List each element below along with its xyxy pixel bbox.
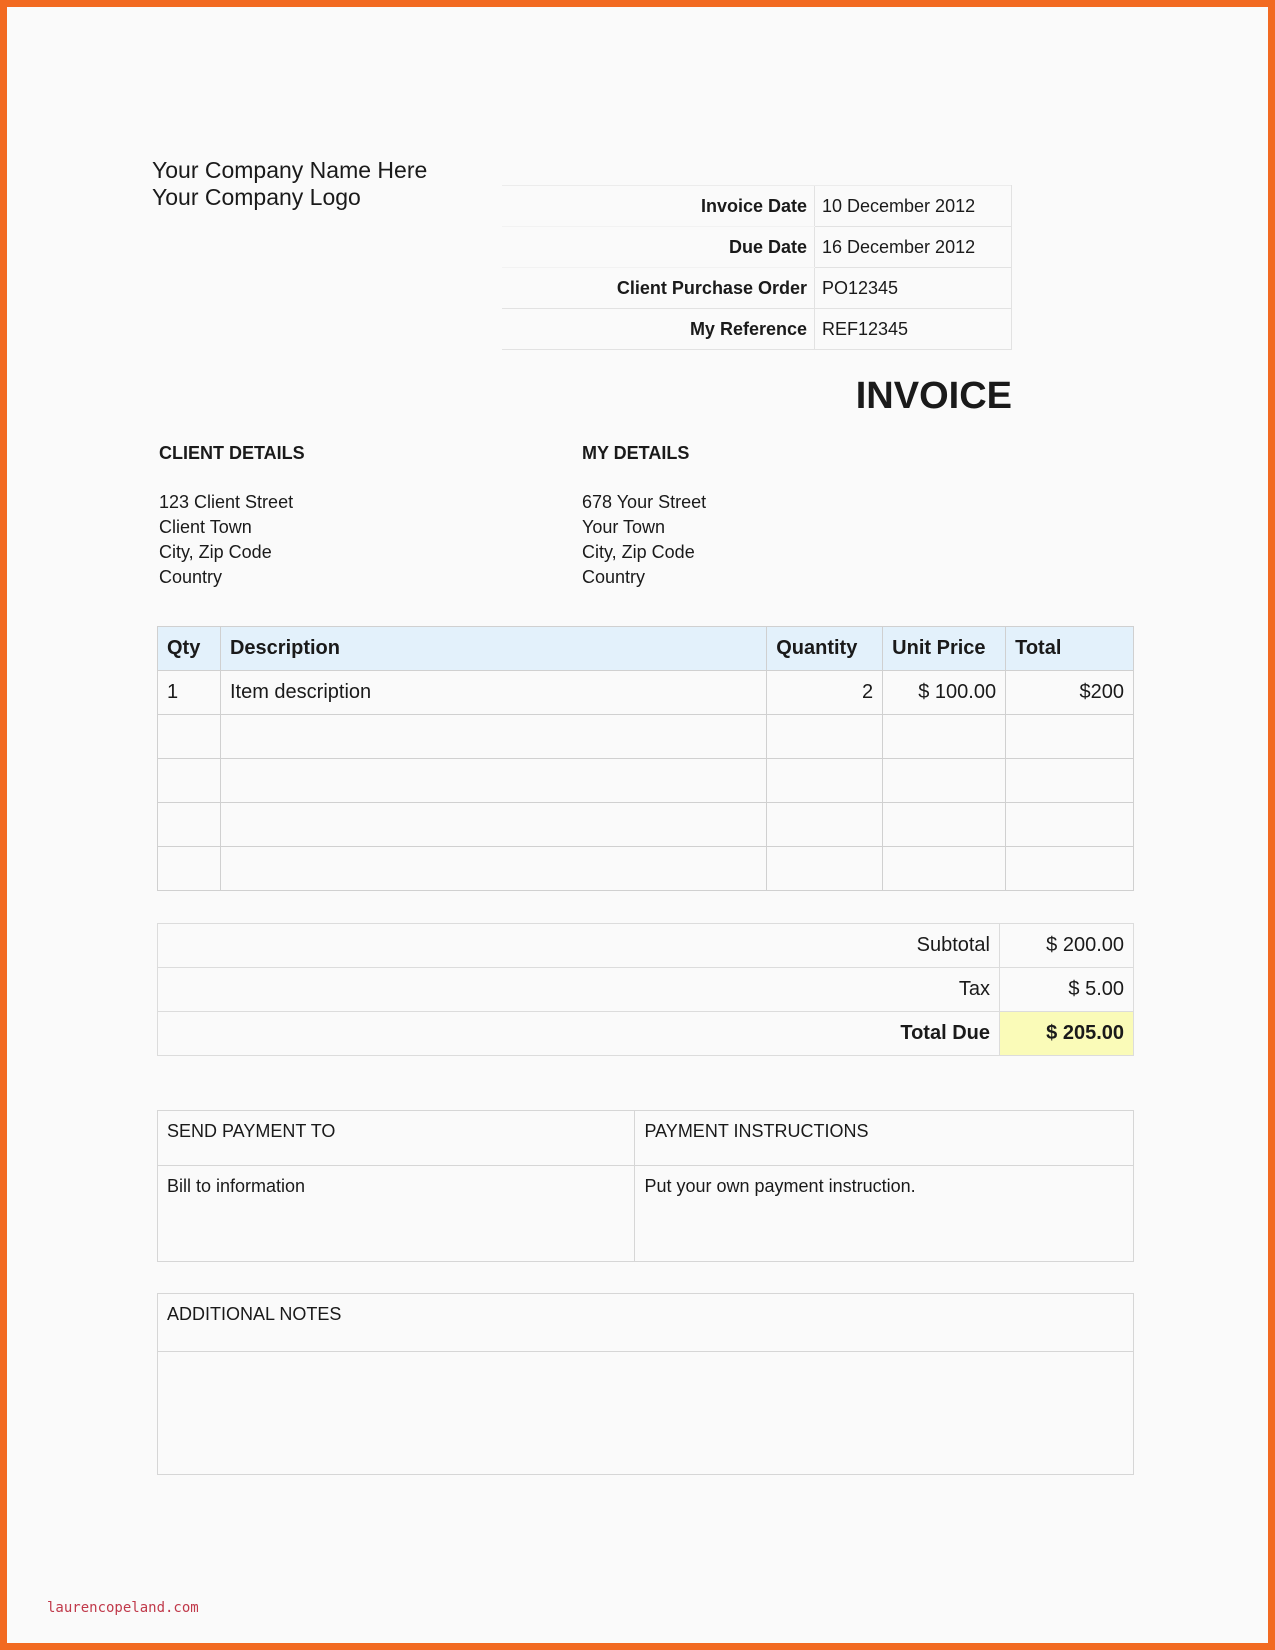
item-unit-price xyxy=(883,803,1006,847)
invoice-meta-table xyxy=(502,185,1012,350)
item-qty xyxy=(158,759,221,803)
additional-notes-body xyxy=(158,1352,1134,1475)
items-header-row xyxy=(158,627,1134,671)
notes-header-row xyxy=(158,1294,1134,1352)
payment-instruction-text: Put your own payment instruction. xyxy=(635,1166,1134,1262)
my-details-heading: MY DETAILS xyxy=(582,443,690,463)
item-qty xyxy=(158,847,221,891)
notes-table xyxy=(157,1293,1134,1475)
my-address-line: Country xyxy=(582,567,646,587)
item-total xyxy=(1006,803,1134,847)
column-header-description: Description xyxy=(220,627,766,671)
item-total xyxy=(1006,759,1134,803)
due-date-value: 16 December 2012 xyxy=(815,227,1012,268)
item-qty: 1 xyxy=(158,671,221,715)
table-row xyxy=(158,671,1134,715)
watermark: laurencopeland.com xyxy=(47,1600,199,1616)
subtotal-row xyxy=(158,924,1134,968)
column-header-total: Total xyxy=(1006,627,1134,671)
client-details-heading: CLIENT DETAILS xyxy=(159,443,305,463)
send-payment-heading: SEND PAYMENT TO xyxy=(158,1111,635,1166)
item-quantity: 2 xyxy=(767,671,883,715)
bill-to-info: Bill to information xyxy=(158,1166,635,1262)
tax-value: $ 5.00 xyxy=(1000,968,1134,1012)
total-due-label: Total Due xyxy=(158,1012,1000,1056)
purchase-order-label: Client Purchase Order xyxy=(502,268,815,309)
item-quantity xyxy=(767,759,883,803)
item-total xyxy=(1006,847,1134,891)
meta-row xyxy=(502,227,1012,268)
item-qty xyxy=(158,715,221,759)
item-total: $200 xyxy=(1006,671,1134,715)
item-quantity xyxy=(767,803,883,847)
line-items-table xyxy=(157,626,1134,891)
invoice-date-value: 10 December 2012 xyxy=(815,186,1012,227)
client-address-line: City, Zip Code xyxy=(159,542,272,562)
column-header-qty: Qty xyxy=(158,627,221,671)
subtotal-label: Subtotal xyxy=(158,924,1000,968)
item-description xyxy=(220,803,766,847)
due-date-label: Due Date xyxy=(502,227,815,268)
item-unit-price xyxy=(883,847,1006,891)
meta-row xyxy=(502,268,1012,309)
total-due-value: $ 205.00 xyxy=(1000,1012,1134,1056)
reference-value: REF12345 xyxy=(815,309,1012,350)
item-unit-price xyxy=(883,759,1006,803)
company-name: Your Company Name Here xyxy=(152,157,428,183)
client-address-line: Client Town xyxy=(159,517,252,537)
item-quantity xyxy=(767,715,883,759)
my-address-line: Your Town xyxy=(582,517,666,537)
item-unit-price xyxy=(883,715,1006,759)
meta-row xyxy=(502,186,1012,227)
item-quantity xyxy=(767,847,883,891)
item-description: Item description xyxy=(220,671,766,715)
notes-body-row xyxy=(158,1352,1134,1475)
table-row xyxy=(158,715,1134,759)
client-address-line: 123 Client Street xyxy=(159,492,294,512)
subtotal-value: $ 200.00 xyxy=(1000,924,1134,968)
item-total xyxy=(1006,715,1134,759)
my-details xyxy=(582,441,706,590)
item-qty xyxy=(158,803,221,847)
item-description xyxy=(220,759,766,803)
item-unit-price: $ 100.00 xyxy=(883,671,1006,715)
table-row xyxy=(158,759,1134,803)
item-description xyxy=(220,847,766,891)
column-header-quantity: Quantity xyxy=(767,627,883,671)
company-logo-text: Your Company Logo xyxy=(152,184,361,210)
payment-header-row xyxy=(158,1111,1134,1166)
table-row xyxy=(158,847,1134,891)
invoice-title: INVOICE xyxy=(855,375,1012,417)
totals-table xyxy=(157,923,1134,1056)
column-header-unit-price: Unit Price xyxy=(883,627,1006,671)
my-address-line: City, Zip Code xyxy=(582,542,695,562)
client-address-line: Country xyxy=(159,567,223,587)
item-description xyxy=(220,715,766,759)
my-address-line: 678 Your Street xyxy=(582,492,707,512)
purchase-order-value: PO12345 xyxy=(815,268,1012,309)
payment-table xyxy=(157,1110,1134,1262)
total-due-row xyxy=(158,1012,1134,1056)
meta-row xyxy=(502,309,1012,350)
client-details xyxy=(159,441,305,590)
table-row xyxy=(158,803,1134,847)
tax-row xyxy=(158,968,1134,1012)
additional-notes-heading: ADDITIONAL NOTES xyxy=(158,1294,1134,1352)
payment-body-row xyxy=(158,1166,1134,1262)
payment-instructions-heading: PAYMENT INSTRUCTIONS xyxy=(635,1111,1134,1166)
company-block xyxy=(152,157,427,211)
invoice-date-label: Invoice Date xyxy=(502,186,815,227)
tax-label: Tax xyxy=(158,968,1000,1012)
reference-label: My Reference xyxy=(502,309,815,350)
